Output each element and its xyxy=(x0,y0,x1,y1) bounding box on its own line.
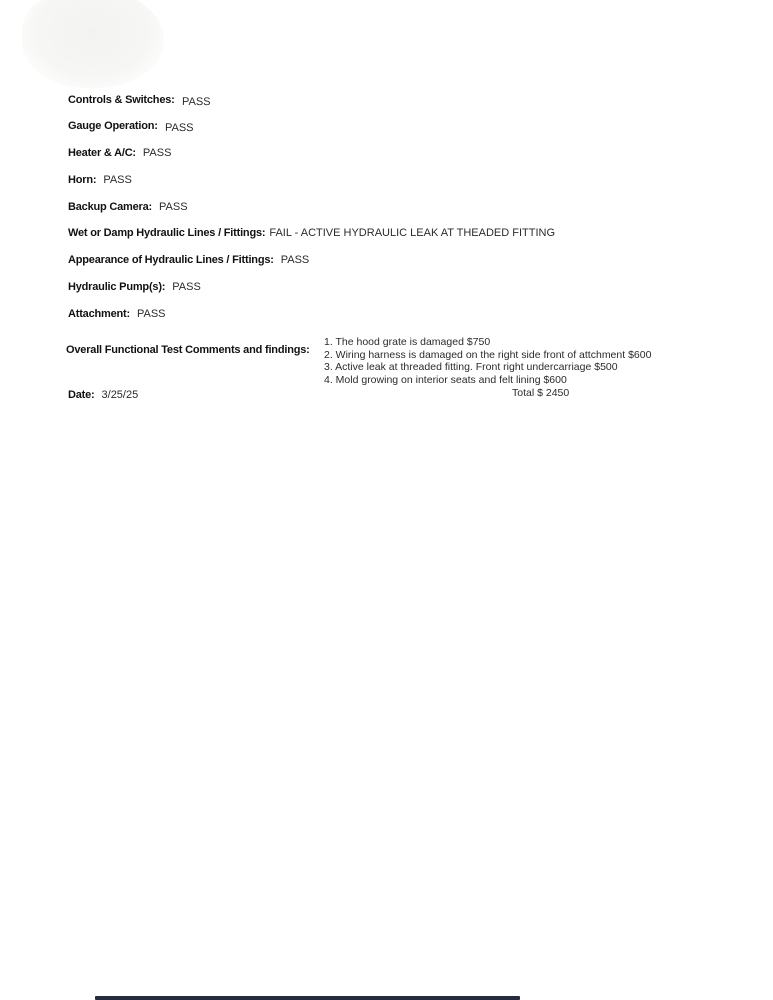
field-row-heater-ac xyxy=(68,145,171,160)
field-value: PASS xyxy=(181,95,211,109)
field-row-attachment xyxy=(68,306,166,321)
field-value: PASS xyxy=(103,174,132,186)
date-label: Date: xyxy=(68,389,95,401)
field-row-appearance-hydraulic-lines xyxy=(68,252,309,267)
field-label: Gauge Operation: xyxy=(68,120,158,132)
date-value: 3/25/25 xyxy=(101,389,139,401)
date-row xyxy=(68,385,138,403)
field-row-hydraulic-pumps xyxy=(68,279,201,294)
field-label: Heater & A/C: xyxy=(68,147,136,159)
field-value-fail: FAIL - ACTIVE HYDRAULIC LEAK AT THEADED FITTING xyxy=(269,227,556,239)
field-label: Appearance of Hydraulic Lines / Fittings: xyxy=(68,254,274,266)
findings-total: Total $ 2450 xyxy=(512,386,570,399)
comments-section-label: Overall Functional Test Comments and findings: xyxy=(66,344,310,356)
scan-edge-artifact xyxy=(95,996,520,1000)
field-value: PASS xyxy=(142,147,172,159)
field-value: PASS xyxy=(280,254,310,266)
field-row-gauge-operation xyxy=(68,118,193,133)
finding-item: 1. The hood grate is damaged $750 xyxy=(324,336,491,348)
finding-item: 2. Wiring harness is damaged on the right side front of attchment $600 xyxy=(324,348,652,361)
field-value: PASS xyxy=(159,201,188,213)
field-value: PASS xyxy=(164,121,194,135)
field-label: Attachment: xyxy=(68,308,130,320)
field-value: PASS xyxy=(172,281,201,293)
field-label: Horn: xyxy=(68,174,97,186)
field-label: Backup Camera: xyxy=(68,201,153,213)
field-row-backup-camera xyxy=(68,199,188,214)
field-row-wet-damp-hydraulic-lines xyxy=(68,225,555,240)
finding-item: 4. Mold growing on interior seats and felt lining $600 xyxy=(324,374,567,387)
finding-item: 3. Active leak at threaded fitting. Front right undercarriage $500 xyxy=(324,361,618,374)
field-label: Controls & Switches: xyxy=(68,94,175,106)
field-label: Hydraulic Pump(s): xyxy=(68,281,166,293)
field-row-horn xyxy=(68,172,132,187)
scan-smudge-artifact xyxy=(22,0,164,88)
findings-list xyxy=(324,336,651,400)
field-value: PASS xyxy=(136,308,166,320)
field-row-controls-switches xyxy=(68,92,210,107)
field-label: Wet or Damp Hydraulic Lines / Fittings: xyxy=(68,227,266,239)
